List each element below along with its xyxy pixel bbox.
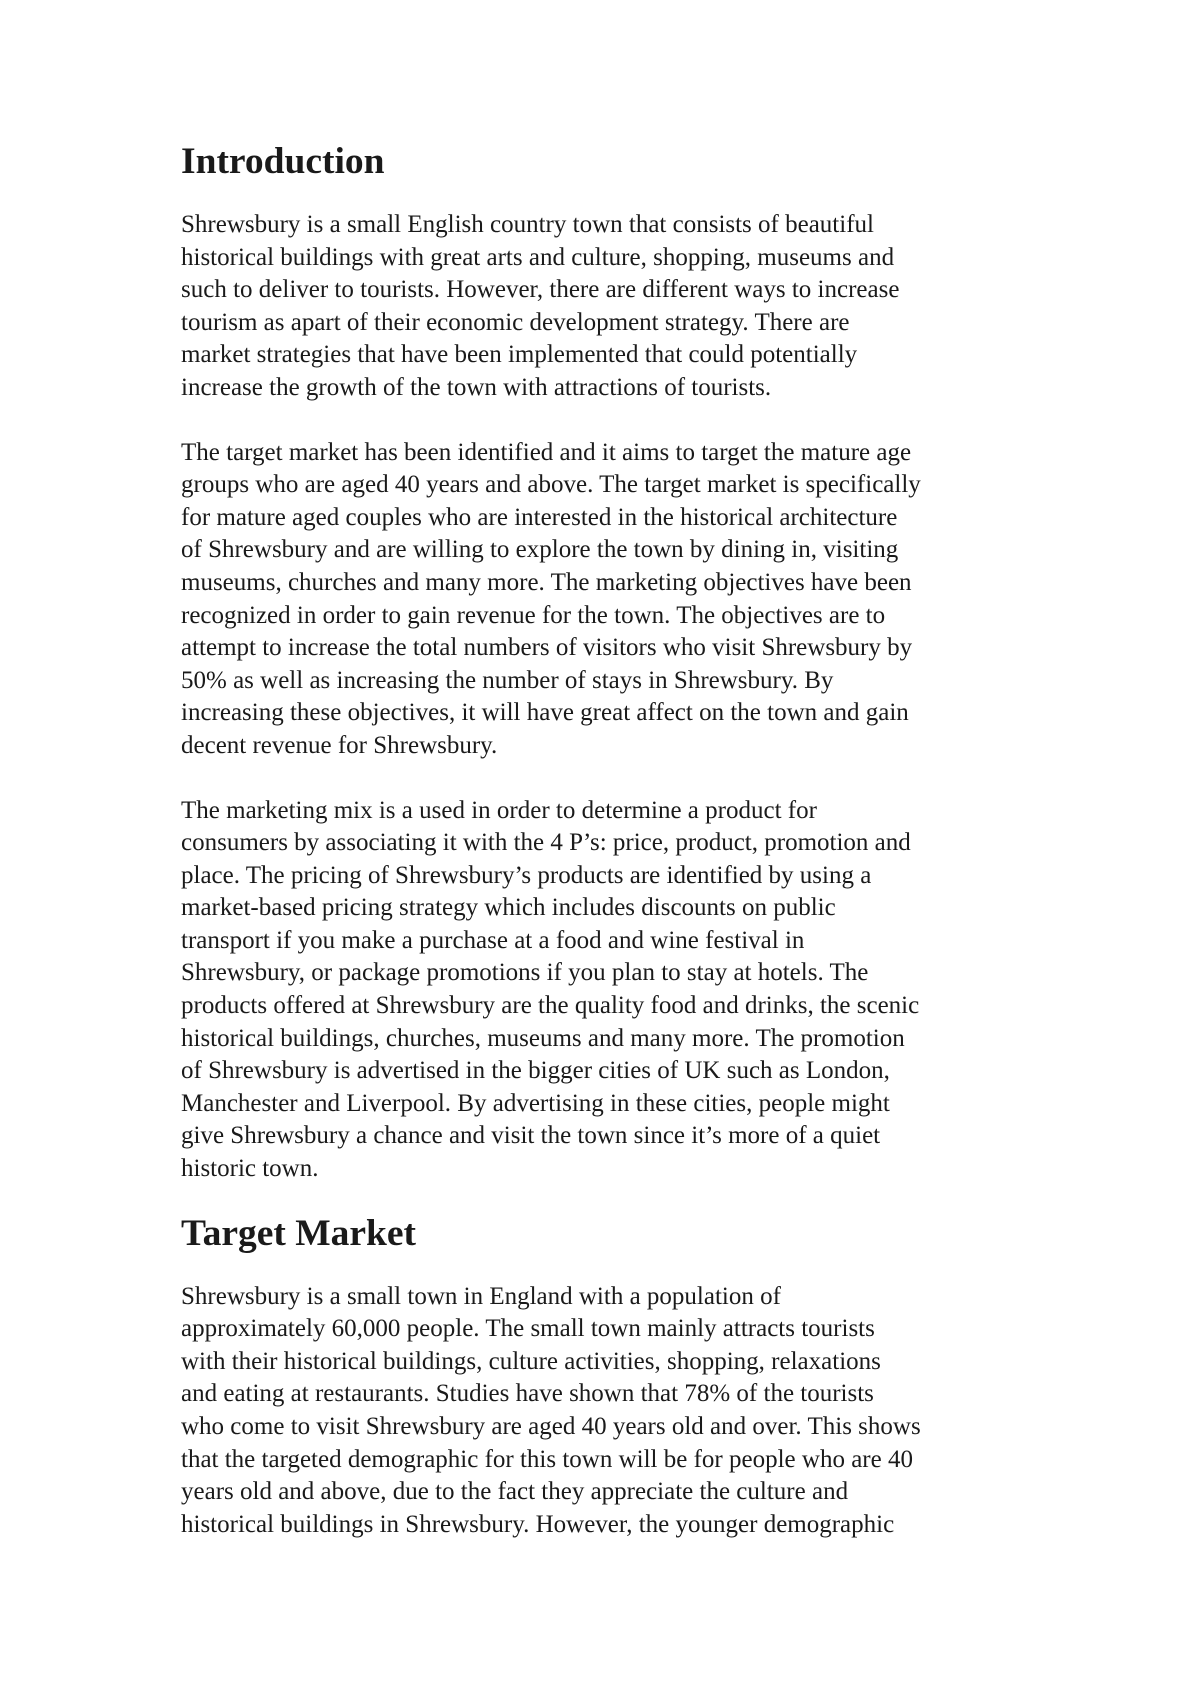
document-body <box>181 141 1041 1541</box>
text-line: Manchester and Liverpool. By advertising in these cities, people might <box>181 1089 890 1117</box>
text-line: products offered at Shrewsbury are the quality food and drinks, the scenic <box>181 992 920 1020</box>
text-line: attempt to increase the total numbers of visitors who visit Shrewsbury by <box>181 634 913 662</box>
section-heading-target-market: Target Market <box>181 1212 416 1254</box>
paragraph-intro-1 <box>181 209 1041 405</box>
text-line: approximately 60,000 people. The small town mainly attracts tourists <box>181 1315 875 1343</box>
text-line: of Shrewsbury and are willing to explore the town by dining in, visiting <box>181 536 899 564</box>
text-line: groups who are aged 40 years and above. The target market is specifically <box>181 471 921 499</box>
text-line: transport if you make a purchase at a food and wine festival in <box>181 926 805 954</box>
text-line: historical buildings with great arts and culture, shopping, museums and <box>181 243 895 271</box>
text-line: The target market has been identified and it aims to target the mature age <box>181 438 912 466</box>
spacer <box>181 179 1041 209</box>
text-line: market-based pricing strategy which includes discounts on public <box>181 894 836 922</box>
section-heading-introduction: Introduction <box>181 141 385 182</box>
text-line: tourism as apart of their economic development strategy. There are <box>181 308 850 336</box>
spacer <box>181 405 1041 437</box>
paragraph-target-market-1 <box>181 1281 1041 1542</box>
text-line: give Shrewsbury a chance and visit the town since it’s more of a quiet <box>181 1122 881 1150</box>
text-line: consumers by associating it with the 4 P’s: price, product, promotion and <box>181 829 911 857</box>
text-line: of Shrewsbury is advertised in the bigger cities of UK such as London, <box>181 1057 890 1085</box>
paragraph-intro-3 <box>181 795 1041 1186</box>
text-line: historical buildings, churches, museums and many more. The promotion <box>181 1024 905 1052</box>
text-line: Shrewsbury, or package promotions if you plan to stay at hotels. The <box>181 959 869 987</box>
text-line: place. The pricing of Shrewsbury’s products are identified by using a <box>181 861 872 889</box>
paragraph-intro-2 <box>181 437 1041 763</box>
text-line: such to deliver to tourists. However, there are different ways to increase <box>181 276 900 304</box>
text-line: historical buildings in Shrewsbury. However, the younger demographic <box>181 1510 895 1538</box>
text-line: Shrewsbury is a small town in England with a population of <box>181 1282 781 1310</box>
text-line: and eating at restaurants. Studies have shown that 78% of the tourists <box>181 1380 874 1408</box>
text-line: with their historical buildings, culture activities, shopping, relaxations <box>181 1347 881 1375</box>
text-line: historic town. <box>181 1155 319 1183</box>
spacer <box>181 763 1041 795</box>
text-line: Shrewsbury is a small English country town that consists of beautiful <box>181 211 874 238</box>
text-line: 50% as well as increasing the number of stays in Shrewsbury. By <box>181 666 834 694</box>
text-line: The marketing mix is a used in order to determine a product for <box>181 796 817 824</box>
text-line: increasing these objectives, it will have great affect on the town and gain <box>181 699 909 727</box>
text-line: museums, churches and many more. The marketing objectives have been <box>181 568 912 596</box>
text-line: recognized in order to gain revenue for the town. The objectives are to <box>181 601 886 629</box>
text-line: decent revenue for Shrewsbury. <box>181 731 498 759</box>
text-line: increase the growth of the town with attractions of tourists. <box>181 373 772 401</box>
text-line: that the targeted demographic for this town will be for people who are 40 <box>181 1445 913 1473</box>
text-line: years old and above, due to the fact they appreciate the culture and <box>181 1478 849 1506</box>
text-line: who come to visit Shrewsbury are aged 40 years old and over. This shows <box>181 1413 921 1440</box>
text-line: market strategies that have been implemented that could potentially <box>181 341 858 369</box>
text-line: for mature aged couples who are interested in the historical architecture <box>181 503 898 531</box>
spacer <box>181 1251 1041 1281</box>
